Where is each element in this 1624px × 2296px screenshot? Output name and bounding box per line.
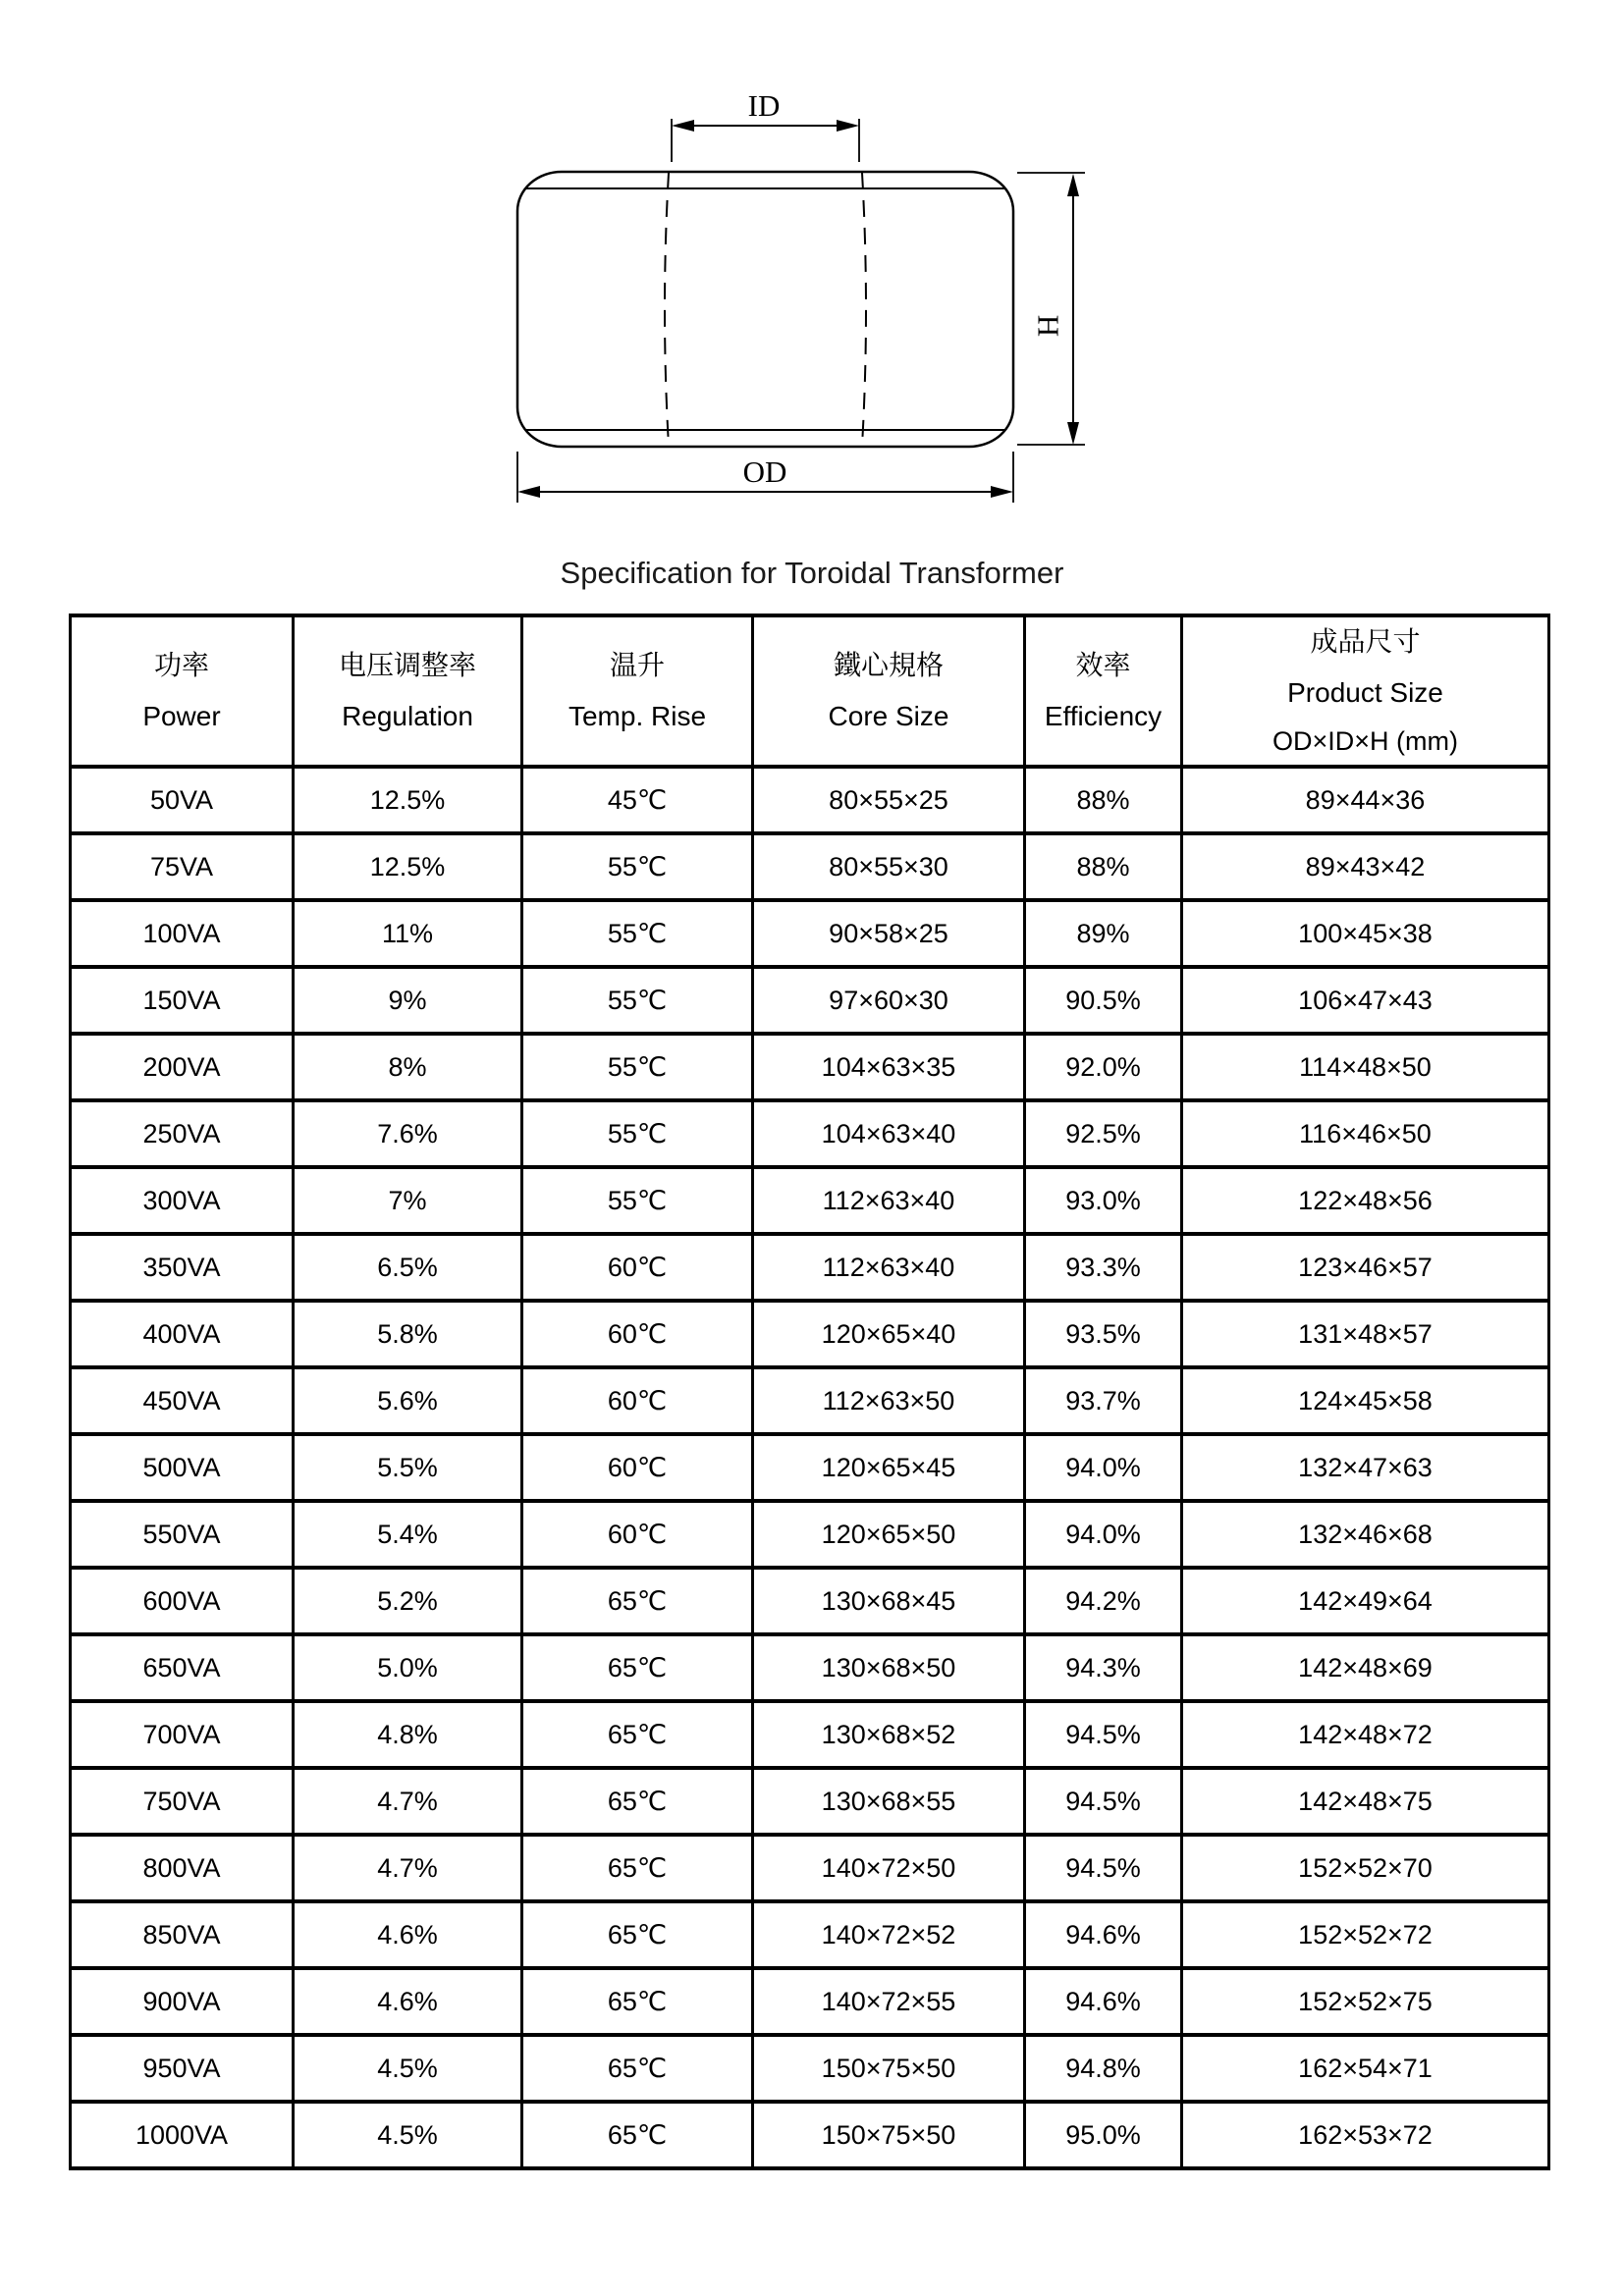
toroid-outline <box>517 172 1013 447</box>
header-core-size-en: Core Size <box>828 701 949 731</box>
table-cell: 97×60×30 <box>753 967 1025 1034</box>
col-header-power <box>71 615 294 767</box>
table-cell: 400VA <box>71 1301 294 1367</box>
header-product-size-zh: 成品尺寸 <box>1310 625 1421 657</box>
table-cell: 88% <box>1025 767 1182 833</box>
table-cell: 123×46×57 <box>1182 1234 1549 1301</box>
table-cell: 65℃ <box>522 1768 753 1835</box>
table-row <box>71 1034 1549 1100</box>
id-arrowhead-right <box>837 120 859 132</box>
table-cell: 4.5% <box>294 2102 522 2168</box>
table-cell: 120×65×40 <box>753 1301 1025 1367</box>
table-row <box>71 1501 1549 1568</box>
table-cell: 130×68×52 <box>753 1701 1025 1768</box>
header-temp-rise-zh: 温升 <box>609 650 665 680</box>
table-cell: 550VA <box>71 1501 294 1568</box>
table-cell: 55℃ <box>522 967 753 1034</box>
table-cell: 55℃ <box>522 1034 753 1100</box>
table-cell: 90×58×25 <box>753 900 1025 967</box>
table-cell: 142×48×69 <box>1182 1634 1549 1701</box>
table-row <box>71 1367 1549 1434</box>
table-cell: 6.5% <box>294 1234 522 1301</box>
table-row <box>71 1100 1549 1167</box>
table-cell: 124×45×58 <box>1182 1367 1549 1434</box>
table-cell: 950VA <box>71 2035 294 2102</box>
table-cell: 60℃ <box>522 1434 753 1501</box>
table-cell: 92.0% <box>1025 1034 1182 1100</box>
table-cell: 200VA <box>71 1034 294 1100</box>
table-cell: 140×72×50 <box>753 1835 1025 1901</box>
table-cell: 94.6% <box>1025 1968 1182 2035</box>
col-header-efficiency <box>1025 615 1182 767</box>
table-cell: 116×46×50 <box>1182 1100 1549 1167</box>
table-cell: 100VA <box>71 900 294 967</box>
table-cell: 150VA <box>71 967 294 1034</box>
table-cell: 4.7% <box>294 1768 522 1835</box>
table-cell: 92.5% <box>1025 1100 1182 1167</box>
table-cell: 152×52×70 <box>1182 1835 1549 1901</box>
table-row <box>71 1301 1549 1367</box>
table-cell: 130×68×50 <box>753 1634 1025 1701</box>
table-cell: 132×47×63 <box>1182 1434 1549 1501</box>
header-product-size-en: Product Size <box>1287 676 1443 708</box>
table-cell: 60℃ <box>522 1234 753 1301</box>
spec-table-body <box>71 767 1549 2168</box>
table-cell: 1000VA <box>71 2102 294 2168</box>
table-row <box>71 767 1549 833</box>
table-cell: 65℃ <box>522 1701 753 1768</box>
table-cell: 150×75×50 <box>753 2102 1025 2168</box>
table-cell: 600VA <box>71 1568 294 1634</box>
table-cell: 60℃ <box>522 1367 753 1434</box>
table-cell: 89×44×36 <box>1182 767 1549 833</box>
col-header-product-size <box>1182 615 1549 767</box>
table-cell: 80×55×25 <box>753 767 1025 833</box>
table-cell: 4.6% <box>294 1901 522 1968</box>
table-cell: 55℃ <box>522 1100 753 1167</box>
table-cell: 5.2% <box>294 1568 522 1634</box>
table-cell: 65℃ <box>522 2102 753 2168</box>
table-cell: 162×54×71 <box>1182 2035 1549 2102</box>
table-cell: 114×48×50 <box>1182 1034 1549 1100</box>
table-cell: 142×48×72 <box>1182 1701 1549 1768</box>
table-cell: 50VA <box>71 767 294 833</box>
table-cell: 5.6% <box>294 1367 522 1434</box>
table-cell: 89×43×42 <box>1182 833 1549 900</box>
table-row <box>71 1835 1549 1901</box>
table-cell: 94.2% <box>1025 1568 1182 1634</box>
od-label: OD <box>742 454 787 489</box>
table-cell: 65℃ <box>522 1568 753 1634</box>
id-label: ID <box>747 88 781 123</box>
table-cell: 94.0% <box>1025 1501 1182 1568</box>
table-cell: 150×75×50 <box>753 2035 1025 2102</box>
table-cell: 106×47×43 <box>1182 967 1549 1034</box>
table-cell: 130×68×45 <box>753 1568 1025 1634</box>
table-cell: 130×68×55 <box>753 1768 1025 1835</box>
table-cell: 55℃ <box>522 1167 753 1234</box>
table-cell: 112×63×40 <box>753 1234 1025 1301</box>
table-cell: 4.6% <box>294 1968 522 2035</box>
header-efficiency-zh: 效率 <box>1075 650 1131 680</box>
table-row <box>71 833 1549 900</box>
table-cell: 140×72×52 <box>753 1901 1025 1968</box>
table-cell: 140×72×55 <box>753 1968 1025 2035</box>
table-row <box>71 1568 1549 1634</box>
table-cell: 142×48×75 <box>1182 1768 1549 1835</box>
table-cell: 5.8% <box>294 1301 522 1367</box>
table-cell: 131×48×57 <box>1182 1301 1549 1367</box>
header-power-zh: 功率 <box>153 650 209 680</box>
header-efficiency-en: Efficiency <box>1044 701 1163 731</box>
header-regulation-zh: 电压调整率 <box>338 650 476 680</box>
table-cell: 12.5% <box>294 833 522 900</box>
header-row <box>71 615 1549 767</box>
table-cell: 850VA <box>71 1901 294 1968</box>
id-arrowhead-left <box>672 120 694 132</box>
table-row <box>71 2102 1549 2168</box>
inner-hole-dashed-right <box>862 173 866 446</box>
table-cell: 89% <box>1025 900 1182 967</box>
table-cell: 120×65×50 <box>753 1501 1025 1568</box>
table-cell: 152×52×75 <box>1182 1968 1549 2035</box>
id-dimension <box>672 88 859 162</box>
table-cell: 500VA <box>71 1434 294 1501</box>
table-row <box>71 1701 1549 1768</box>
table-row <box>71 1234 1549 1301</box>
page-title: Specification for Toroidal Transformer <box>560 556 1064 590</box>
table-cell: 60℃ <box>522 1301 753 1367</box>
col-header-regulation <box>294 615 522 767</box>
header-regulation-en: Regulation <box>342 701 473 731</box>
table-cell: 300VA <box>71 1167 294 1234</box>
table-cell: 104×63×40 <box>753 1100 1025 1167</box>
table-cell: 5.4% <box>294 1501 522 1568</box>
table-cell: 4.5% <box>294 2035 522 2102</box>
table-cell: 55℃ <box>522 900 753 967</box>
table-cell: 5.0% <box>294 1634 522 1701</box>
table-row <box>71 2035 1549 2102</box>
table-cell: 11% <box>294 900 522 967</box>
table-cell: 75VA <box>71 833 294 900</box>
table-cell: 55℃ <box>522 833 753 900</box>
table-cell: 350VA <box>71 1234 294 1301</box>
table-row <box>71 967 1549 1034</box>
table-cell: 4.8% <box>294 1701 522 1768</box>
col-header-core-size <box>753 615 1025 767</box>
table-cell: 94.5% <box>1025 1701 1182 1768</box>
table-cell: 94.5% <box>1025 1835 1182 1901</box>
table-row <box>71 1434 1549 1501</box>
table-cell: 93.5% <box>1025 1301 1182 1367</box>
table-row <box>71 1968 1549 2035</box>
table-cell: 800VA <box>71 1835 294 1901</box>
header-core-size-zh: 鐵心規格 <box>833 650 944 680</box>
table-cell: 93.3% <box>1025 1234 1182 1301</box>
table-row <box>71 1634 1549 1701</box>
table-cell: 700VA <box>71 1701 294 1768</box>
table-cell: 45℃ <box>522 767 753 833</box>
table-cell: 122×48×56 <box>1182 1167 1549 1234</box>
table-cell: 95.0% <box>1025 2102 1182 2168</box>
table-cell: 65℃ <box>522 2035 753 2102</box>
table-cell: 94.5% <box>1025 1768 1182 1835</box>
h-dimension <box>1017 173 1085 445</box>
spec-table <box>69 614 1550 2170</box>
table-cell: 93.7% <box>1025 1367 1182 1434</box>
table-cell: 112×63×40 <box>753 1167 1025 1234</box>
table-cell: 90.5% <box>1025 967 1182 1034</box>
table-cell: 152×52×72 <box>1182 1901 1549 1968</box>
table-cell: 8% <box>294 1034 522 1100</box>
table-cell: 120×65×45 <box>753 1434 1025 1501</box>
header-temp-rise-en: Temp. Rise <box>568 701 707 731</box>
h-label: H <box>1031 314 1066 338</box>
header-power-en: Power <box>142 701 221 731</box>
table-cell: 65℃ <box>522 1901 753 1968</box>
table-cell: 88% <box>1025 833 1182 900</box>
col-header-temp-rise <box>522 615 753 767</box>
od-arrowhead-left <box>517 486 540 498</box>
table-cell: 900VA <box>71 1968 294 2035</box>
od-dimension <box>517 452 1013 503</box>
table-cell: 65℃ <box>522 1968 753 2035</box>
table-cell: 450VA <box>71 1367 294 1434</box>
table-cell: 94.0% <box>1025 1434 1182 1501</box>
inner-hole-dashed-left <box>665 173 669 446</box>
table-cell: 5.5% <box>294 1434 522 1501</box>
table-cell: 65℃ <box>522 1634 753 1701</box>
dimension-diagram <box>393 69 1139 540</box>
table-cell: 94.8% <box>1025 2035 1182 2102</box>
table-cell: 94.6% <box>1025 1901 1182 1968</box>
table-cell: 132×46×68 <box>1182 1501 1549 1568</box>
h-arrowhead-top <box>1067 174 1079 196</box>
table-cell: 162×53×72 <box>1182 2102 1549 2168</box>
table-cell: 100×45×38 <box>1182 900 1549 967</box>
table-cell: 104×63×35 <box>753 1034 1025 1100</box>
table-cell: 750VA <box>71 1768 294 1835</box>
table-cell: 93.0% <box>1025 1167 1182 1234</box>
table-cell: 65℃ <box>522 1835 753 1901</box>
table-row <box>71 900 1549 967</box>
header-product-size-unit: OD×ID×H (mm) <box>1272 725 1458 756</box>
table-cell: 250VA <box>71 1100 294 1167</box>
table-cell: 7% <box>294 1167 522 1234</box>
table-cell: 12.5% <box>294 767 522 833</box>
spec-table-header <box>71 615 1549 767</box>
table-cell: 142×49×64 <box>1182 1568 1549 1634</box>
table-row <box>71 1768 1549 1835</box>
table-cell: 80×55×30 <box>753 833 1025 900</box>
od-arrowhead-right <box>991 486 1013 498</box>
table-row <box>71 1901 1549 1968</box>
h-arrowhead-bottom <box>1067 422 1079 445</box>
table-cell: 4.7% <box>294 1835 522 1901</box>
table-cell: 7.6% <box>294 1100 522 1167</box>
table-cell: 9% <box>294 967 522 1034</box>
table-cell: 94.3% <box>1025 1634 1182 1701</box>
table-cell: 60℃ <box>522 1501 753 1568</box>
table-cell: 112×63×50 <box>753 1367 1025 1434</box>
table-row <box>71 1167 1549 1234</box>
table-cell: 650VA <box>71 1634 294 1701</box>
